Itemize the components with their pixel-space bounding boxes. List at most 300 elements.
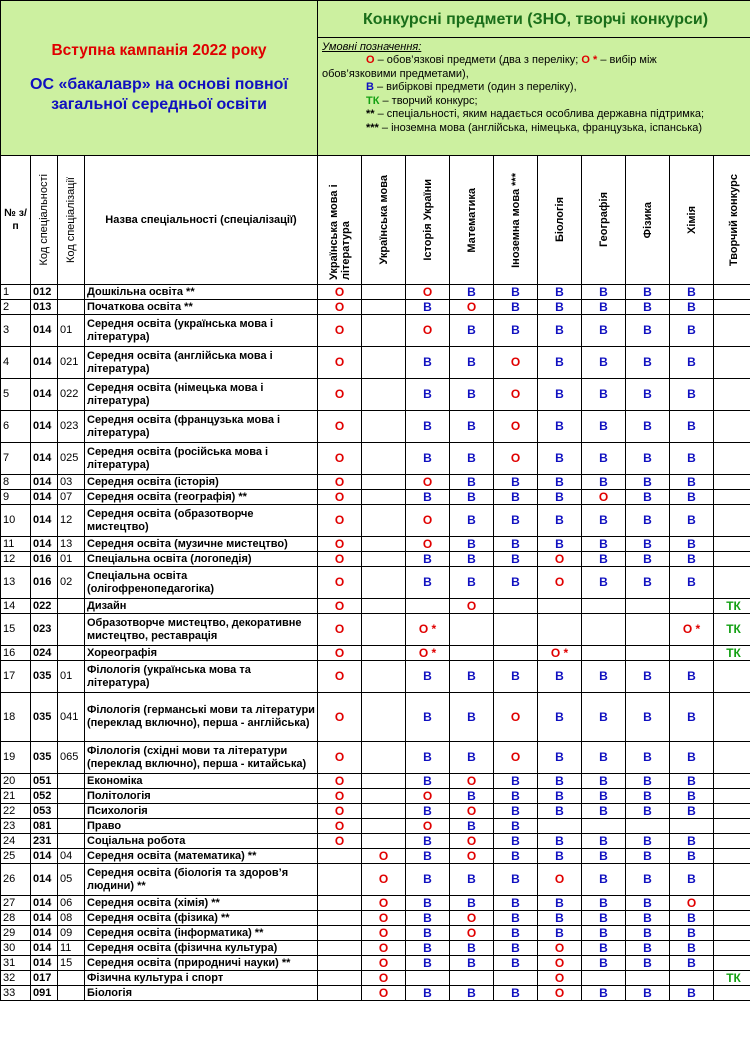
- specialty-name: Середня освіта (інформатика) **: [85, 926, 318, 941]
- subject-mark: [582, 819, 626, 834]
- subject-mark: В: [494, 285, 538, 300]
- subject-mark: В: [450, 864, 494, 896]
- subject-mark: О: [318, 443, 362, 475]
- subject-mark: В: [538, 537, 582, 552]
- subject-mark: В: [494, 661, 538, 693]
- specialty-name: Дизайн: [85, 599, 318, 614]
- column-header-num: № з/п: [1, 156, 31, 285]
- subject-mark: В: [406, 941, 450, 956]
- row-number: 5: [1, 379, 31, 411]
- subject-mark: О: [494, 693, 538, 742]
- subject-mark: [714, 804, 750, 819]
- subject-mark: [626, 819, 670, 834]
- subject-mark: [450, 971, 494, 986]
- subject-mark: [538, 614, 582, 646]
- subject-mark: В: [494, 315, 538, 347]
- subject-mark: В: [626, 849, 670, 864]
- subject-mark: [582, 614, 626, 646]
- table-row: [1, 804, 750, 819]
- subject-mark: В: [450, 490, 494, 505]
- subject-mark: О: [362, 986, 406, 1001]
- subject-mark: В: [450, 819, 494, 834]
- subject-mark: В: [670, 956, 714, 971]
- subject-mark: В: [450, 443, 494, 475]
- table-row: [1, 819, 750, 834]
- table-row: [1, 646, 750, 661]
- specialty-name: Середня освіта (математика) **: [85, 849, 318, 864]
- legend-ss-text: – спеціальності, яким надається особлива державна підтримка;: [374, 108, 705, 120]
- subject-mark: В: [450, 475, 494, 490]
- specialization-code: 05: [58, 864, 85, 896]
- subject-mark: В: [406, 411, 450, 443]
- subject-mark: О *: [670, 614, 714, 646]
- subject-mark: В: [670, 926, 714, 941]
- subject-mark: В: [494, 490, 538, 505]
- specialization-code: 022: [58, 379, 85, 411]
- subject-mark: О: [318, 819, 362, 834]
- specialization-code: 03: [58, 475, 85, 490]
- table-row: [1, 475, 750, 490]
- subject-mark: [714, 285, 750, 300]
- specialization-code: 11: [58, 941, 85, 956]
- table-row: [1, 537, 750, 552]
- subject-mark: О: [318, 567, 362, 599]
- subject-mark: В: [626, 567, 670, 599]
- subject-mark: О: [318, 315, 362, 347]
- table-row: [1, 926, 750, 941]
- subject-mark: В: [450, 552, 494, 567]
- legend-b-text: – вибіркові предмети (один з переліку),: [373, 81, 577, 93]
- subject-mark: В: [494, 475, 538, 490]
- subject-mark: В: [670, 693, 714, 742]
- subject-mark: В: [582, 552, 626, 567]
- subject-mark: О: [538, 567, 582, 599]
- subject-mark: В: [670, 300, 714, 315]
- column-header-row: [1, 156, 750, 285]
- subject-mark: [714, 896, 750, 911]
- subject-mark: В: [582, 986, 626, 1001]
- subject-mark: О: [450, 599, 494, 614]
- specialty-name: Спеціальна освіта (олігофренопедагогіка): [85, 567, 318, 599]
- subject-mark: О: [450, 926, 494, 941]
- subject-mark: [626, 646, 670, 661]
- subject-mark: [450, 614, 494, 646]
- table-row: [1, 693, 750, 742]
- subject-mark: В: [494, 300, 538, 315]
- subject-mark: В: [450, 956, 494, 971]
- subject-mark: [450, 646, 494, 661]
- specialty-code: 014: [31, 475, 58, 490]
- specialization-code: [58, 804, 85, 819]
- legend-ostar-symbol: О *: [581, 54, 598, 66]
- subject-mark: В: [670, 285, 714, 300]
- subject-mark: О: [318, 661, 362, 693]
- subject-mark: [714, 849, 750, 864]
- table-row: [1, 567, 750, 599]
- subject-mark: О: [318, 379, 362, 411]
- row-number: 21: [1, 789, 31, 804]
- specialty-code: 053: [31, 804, 58, 819]
- subject-mark: О: [362, 896, 406, 911]
- specialty-name: Образотворче мистецтво, декоративне мистецтво, реставрація: [85, 614, 318, 646]
- subject-mark: В: [538, 911, 582, 926]
- subject-mark: В: [582, 941, 626, 956]
- subject-mark: [714, 505, 750, 537]
- campaign-year-title: Вступна кампанія 2022 року: [51, 42, 267, 59]
- specialty-code: 081: [31, 819, 58, 834]
- table-row: [1, 411, 750, 443]
- table-row: [1, 986, 750, 1001]
- specialty-code: 014: [31, 505, 58, 537]
- subject-mark: В: [538, 490, 582, 505]
- subject-mark: О: [362, 849, 406, 864]
- legend-sss-symbol: ***: [366, 121, 379, 134]
- specialty-code: 016: [31, 567, 58, 599]
- specialty-code: 091: [31, 986, 58, 1001]
- subject-mark: О: [538, 864, 582, 896]
- subject-mark: О: [670, 896, 714, 911]
- row-number: 28: [1, 911, 31, 926]
- subject-mark: В: [670, 804, 714, 819]
- column-header-subject: Біологія: [538, 156, 582, 285]
- subject-mark: О: [406, 789, 450, 804]
- subject-mark: В: [538, 411, 582, 443]
- subject-mark: В: [670, 567, 714, 599]
- subject-mark: В: [670, 661, 714, 693]
- subject-mark: [318, 896, 362, 911]
- specialty-code: 014: [31, 941, 58, 956]
- subject-mark: [714, 552, 750, 567]
- subject-mark: В: [626, 956, 670, 971]
- subject-mark: В: [626, 490, 670, 505]
- subject-mark: В: [538, 315, 582, 347]
- subject-mark: [714, 347, 750, 379]
- subject-mark: О: [318, 300, 362, 315]
- row-number: 24: [1, 834, 31, 849]
- specialty-code: 012: [31, 285, 58, 300]
- row-number: 1: [1, 285, 31, 300]
- subject-mark: В: [406, 490, 450, 505]
- subject-mark: [714, 864, 750, 896]
- subject-mark: О: [318, 347, 362, 379]
- subject-mark: О: [318, 505, 362, 537]
- subject-mark: В: [450, 347, 494, 379]
- legend-o-text-cont: обов’язковими предметами),: [322, 67, 469, 80]
- specialty-code: 014: [31, 956, 58, 971]
- subject-mark: [626, 614, 670, 646]
- subject-mark: [362, 443, 406, 475]
- subject-mark: В: [494, 956, 538, 971]
- subject-mark: В: [538, 285, 582, 300]
- specialization-code: 08: [58, 911, 85, 926]
- subject-mark: В: [450, 896, 494, 911]
- subject-mark: [362, 804, 406, 819]
- legend-sss-text: – іноземна мова (англійська, німецька, французька, іспанська): [378, 121, 703, 134]
- subject-mark: О: [362, 911, 406, 926]
- subject-mark: [362, 789, 406, 804]
- subject-mark: [714, 956, 750, 971]
- subject-mark: В: [670, 834, 714, 849]
- subject-mark: [714, 911, 750, 926]
- specialty-code: 022: [31, 599, 58, 614]
- column-header-subject: Географія: [582, 156, 626, 285]
- row-number: 30: [1, 941, 31, 956]
- subject-mark: В: [582, 379, 626, 411]
- subject-mark: [362, 552, 406, 567]
- subject-mark: В: [626, 911, 670, 926]
- subject-mark: О: [450, 774, 494, 789]
- row-number: 33: [1, 986, 31, 1001]
- table-row: [1, 661, 750, 693]
- row-number: 20: [1, 774, 31, 789]
- subject-mark: [714, 315, 750, 347]
- subject-mark: [714, 819, 750, 834]
- row-number: 7: [1, 443, 31, 475]
- legend-tk-symbol: ТК: [366, 94, 380, 107]
- table-row: [1, 552, 750, 567]
- table-row: [1, 285, 750, 300]
- legend-o-symbol: О: [366, 54, 375, 66]
- subject-mark: О: [318, 475, 362, 490]
- column-header-subject: Творчий конкурс: [714, 156, 750, 285]
- subject-mark: О: [318, 490, 362, 505]
- subject-mark: О: [362, 971, 406, 986]
- specialization-code: [58, 646, 85, 661]
- specialty-name: Фізична культура і спорт: [85, 971, 318, 986]
- subject-mark: [362, 300, 406, 315]
- subject-mark: В: [626, 804, 670, 819]
- subject-mark: [362, 742, 406, 774]
- subject-mark: В: [626, 285, 670, 300]
- subject-mark: О: [318, 693, 362, 742]
- subject-mark: В: [670, 347, 714, 379]
- subject-mark: [714, 834, 750, 849]
- specialty-code: 014: [31, 537, 58, 552]
- row-number: 16: [1, 646, 31, 661]
- specialization-code: [58, 614, 85, 646]
- row-number: 4: [1, 347, 31, 379]
- subject-mark: В: [582, 347, 626, 379]
- subject-mark: О: [318, 774, 362, 789]
- specialization-code: 065: [58, 742, 85, 774]
- specialty-name: Середня освіта (географія) **: [85, 490, 318, 505]
- subject-mark: В: [582, 505, 626, 537]
- subject-mark: В: [670, 490, 714, 505]
- table-row: [1, 849, 750, 864]
- row-number: 32: [1, 971, 31, 986]
- subject-mark: В: [538, 505, 582, 537]
- table-row: [1, 774, 750, 789]
- subject-mark: В: [538, 693, 582, 742]
- specialty-code: 035: [31, 742, 58, 774]
- subject-mark: В: [406, 661, 450, 693]
- subject-mark: О: [406, 315, 450, 347]
- subject-mark: В: [582, 300, 626, 315]
- subject-mark: В: [626, 864, 670, 896]
- specialization-code: 023: [58, 411, 85, 443]
- subject-mark: В: [494, 896, 538, 911]
- subject-mark: В: [494, 834, 538, 849]
- table-row: [1, 864, 750, 896]
- subject-mark: [362, 661, 406, 693]
- specialty-code: 035: [31, 661, 58, 693]
- table-row: [1, 896, 750, 911]
- subject-mark: [318, 926, 362, 941]
- legend-b-symbol: В: [366, 81, 374, 93]
- row-number: 19: [1, 742, 31, 774]
- specialty-name: Філологія (германські мови та літератури (переклад включно), перша - англійська): [85, 693, 318, 742]
- subject-mark: В: [450, 693, 494, 742]
- subject-mark: О: [318, 552, 362, 567]
- subject-mark: [714, 774, 750, 789]
- specialty-name: Середня освіта (фізика) **: [85, 911, 318, 926]
- subject-mark: [714, 941, 750, 956]
- subject-mark: О: [406, 505, 450, 537]
- subject-mark: В: [538, 475, 582, 490]
- subject-mark: В: [670, 552, 714, 567]
- row-number: 26: [1, 864, 31, 896]
- subject-mark: [362, 490, 406, 505]
- subject-mark: В: [450, 285, 494, 300]
- subject-mark: В: [582, 443, 626, 475]
- subject-mark: [362, 567, 406, 599]
- subject-mark: В: [406, 300, 450, 315]
- row-number: 6: [1, 411, 31, 443]
- table-row: [1, 956, 750, 971]
- subject-mark: В: [582, 789, 626, 804]
- table-row: [1, 941, 750, 956]
- subject-mark: О *: [406, 646, 450, 661]
- subject-mark: В: [494, 552, 538, 567]
- subject-mark: В: [538, 896, 582, 911]
- subject-mark: [714, 926, 750, 941]
- column-header-subject: Фізика: [626, 156, 670, 285]
- subject-mark: О: [494, 379, 538, 411]
- subject-mark: В: [582, 896, 626, 911]
- subject-mark: В: [538, 347, 582, 379]
- column-header-code: Код спеціальності: [31, 156, 58, 285]
- subject-mark: О: [362, 926, 406, 941]
- specialization-code: 01: [58, 315, 85, 347]
- subject-mark: В: [626, 537, 670, 552]
- specialty-name: Середня освіта (французька мова і література): [85, 411, 318, 443]
- subject-mark: В: [450, 742, 494, 774]
- table-row: [1, 315, 750, 347]
- subject-mark: В: [582, 849, 626, 864]
- subject-mark: О: [362, 956, 406, 971]
- subject-mark: В: [406, 926, 450, 941]
- subject-mark: В: [494, 849, 538, 864]
- subject-mark: В: [670, 941, 714, 956]
- specialization-code: [58, 834, 85, 849]
- subject-mark: [362, 505, 406, 537]
- specialization-code: 041: [58, 693, 85, 742]
- row-number: 23: [1, 819, 31, 834]
- subject-mark: В: [406, 742, 450, 774]
- subject-mark: В: [450, 537, 494, 552]
- subject-mark: [318, 864, 362, 896]
- subject-mark: О: [450, 300, 494, 315]
- subject-mark: В: [670, 789, 714, 804]
- specialty-code: 014: [31, 926, 58, 941]
- subject-mark: О: [318, 614, 362, 646]
- specialization-code: [58, 774, 85, 789]
- subject-mark: [362, 819, 406, 834]
- subject-mark: В: [494, 567, 538, 599]
- subject-mark: В: [494, 505, 538, 537]
- legend-o-text: – обов’язкові предмети (два з переліку;: [374, 54, 582, 66]
- subject-mark: В: [450, 661, 494, 693]
- subject-mark: [494, 971, 538, 986]
- subject-mark: В: [538, 774, 582, 789]
- legend-ss-symbol: **: [366, 108, 375, 120]
- specialty-name: Хореографія: [85, 646, 318, 661]
- subject-mark: [714, 379, 750, 411]
- specialization-code: 13: [58, 537, 85, 552]
- subject-mark: [714, 490, 750, 505]
- subject-mark: В: [538, 661, 582, 693]
- subject-mark: В: [670, 505, 714, 537]
- subject-mark: О: [406, 475, 450, 490]
- legend-heading: Умовні позначення:: [322, 41, 422, 53]
- subject-mark: О: [406, 819, 450, 834]
- subject-mark: В: [406, 693, 450, 742]
- table-row: [1, 789, 750, 804]
- subject-mark: В: [450, 505, 494, 537]
- row-number: 22: [1, 804, 31, 819]
- specialty-name: Політологія: [85, 789, 318, 804]
- subject-mark: [362, 646, 406, 661]
- subject-mark: [318, 849, 362, 864]
- subject-mark: В: [494, 911, 538, 926]
- subject-mark: В: [626, 774, 670, 789]
- subject-mark: В: [626, 926, 670, 941]
- subject-mark: О: [318, 537, 362, 552]
- specialty-code: 014: [31, 315, 58, 347]
- subject-mark: В: [494, 864, 538, 896]
- subject-mark: [714, 300, 750, 315]
- subject-mark: [538, 819, 582, 834]
- subject-mark: О: [318, 646, 362, 661]
- subject-mark: В: [450, 567, 494, 599]
- subject-mark: В: [538, 379, 582, 411]
- row-number: 9: [1, 490, 31, 505]
- subject-mark: В: [582, 567, 626, 599]
- subject-mark: О: [362, 864, 406, 896]
- subject-mark: О: [318, 804, 362, 819]
- subject-mark: О: [406, 285, 450, 300]
- subject-mark: В: [538, 804, 582, 819]
- specialty-name: Середня освіта (українська мова і література): [85, 315, 318, 347]
- specialization-code: [58, 300, 85, 315]
- subject-mark: В: [406, 986, 450, 1001]
- subject-mark: В: [494, 926, 538, 941]
- subject-mark: В: [494, 789, 538, 804]
- degree-title: ОС «бакалавр» на основі повної загальної середньої освіти: [30, 76, 288, 113]
- specialty-name: Середня освіта (біологія та здоров’я людини) **: [85, 864, 318, 896]
- subject-mark: [362, 834, 406, 849]
- subject-mark: [626, 971, 670, 986]
- subject-mark: В: [582, 864, 626, 896]
- specialization-code: 12: [58, 505, 85, 537]
- subject-mark: [406, 599, 450, 614]
- subject-mark: В: [626, 941, 670, 956]
- specialty-name: Середня освіта (німецька мова і література): [85, 379, 318, 411]
- row-number: 8: [1, 475, 31, 490]
- specialty-code: 013: [31, 300, 58, 315]
- subject-mark: [362, 614, 406, 646]
- column-header-subject: Українська мова і література: [318, 156, 362, 285]
